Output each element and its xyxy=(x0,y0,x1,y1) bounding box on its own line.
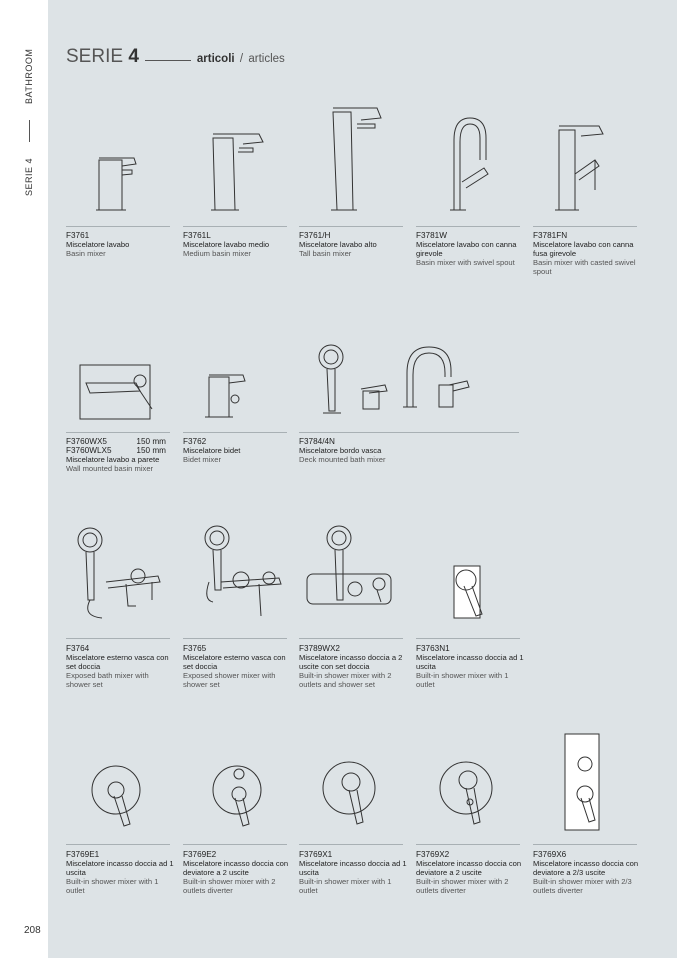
deck-bath-mixer-icon xyxy=(299,335,519,425)
product-name-en: Basin mixer with casted swivel spout xyxy=(533,258,636,276)
product-code: F3761/H xyxy=(299,231,331,240)
product-name-en: Built-in shower mixer with 1 outlet xyxy=(66,877,159,895)
basin-mixer-icon xyxy=(66,90,172,214)
product-size: 150 mm xyxy=(136,437,166,446)
product-name-en: Built-in shower mixer with 1 outlet xyxy=(299,877,392,895)
product-name-it: Miscelatore incasso doccia ad 1 uscita xyxy=(416,653,524,671)
product-size-alt: 150 mm xyxy=(136,446,166,455)
swivel-basin-mixer-icon xyxy=(416,90,522,214)
wall-basin-mixer-icon xyxy=(66,335,172,425)
product-code: F3769E1 xyxy=(66,850,100,859)
product-name-it: Miscelatore incasso doccia a 2 uscite con set doccia xyxy=(299,653,403,671)
exposed-bath-mixer-icon xyxy=(66,520,172,630)
builtin-mixer-1-outlet-icon xyxy=(416,520,522,630)
product-code: F3781FN xyxy=(533,231,568,240)
product-name-it: Miscelatore lavabo medio xyxy=(183,240,270,249)
product-name-it: Miscelatore lavabo con canna girevole xyxy=(416,240,517,258)
product-name-it: Miscelatore incasso doccia ad 1 uscita xyxy=(299,859,407,877)
product-name-en: Tall basin mixer xyxy=(299,249,352,258)
product-name-it: Miscelatore bidet xyxy=(183,446,241,455)
builtin-shower-set-icon xyxy=(299,520,405,630)
product-name-en: Built-in shower mixer with 1 outlet xyxy=(416,671,509,689)
round-plate-mixer-icon xyxy=(66,730,172,834)
product-code: F3762 xyxy=(183,437,207,446)
product-name-en: Basin mixer xyxy=(66,249,106,258)
product-name-en: Exposed shower mixer with shower set xyxy=(183,671,276,689)
tall-basin-mixer-icon xyxy=(299,90,405,214)
product-name-it: Miscelatore lavabo alto xyxy=(299,240,377,249)
serie-label: SERIE 4 xyxy=(24,157,34,196)
round-plate-mixer-x1-icon xyxy=(299,730,405,834)
title-number: 4 xyxy=(128,46,139,67)
product-name-en: Bidet mixer xyxy=(183,455,221,464)
product-code-alt: F3760WLX5 xyxy=(66,446,112,455)
product-name-en: Built-in shower mixer with 2 outlets and shower set xyxy=(299,671,392,689)
product-code: F3784/4N xyxy=(299,437,335,446)
product-code: F3761L xyxy=(183,231,211,240)
product-code: F3763N1 xyxy=(416,644,450,653)
page-number: 208 xyxy=(24,925,41,936)
product-code: F3789WX2 xyxy=(299,644,340,653)
title-serie: SERIE xyxy=(66,46,124,67)
section-label: BATHROOM xyxy=(24,48,34,104)
sidebar-divider xyxy=(29,120,30,142)
product-code: F3765 xyxy=(183,644,207,653)
product-name-en: Built-in shower mixer with 2/3 outlets diverter xyxy=(533,877,632,895)
title-italian: articoli xyxy=(196,53,235,65)
title-separator: / xyxy=(239,53,244,65)
product-name-en: Built-in shower mixer with 2 outlets diverter xyxy=(183,877,276,895)
product-name-it: Miscelatore incasso doccia con deviatore a 2 uscite xyxy=(416,859,522,877)
sidebar xyxy=(0,0,48,958)
exposed-shower-mixer-icon xyxy=(183,520,289,630)
product-name-en: Basin mixer with swivel spout xyxy=(416,258,515,267)
product-code: F3760WX5 xyxy=(66,437,107,446)
title-rule xyxy=(145,60,191,61)
product-name-en: Deck mounted bath mixer xyxy=(299,455,386,464)
product-name-it: Miscelatore lavabo con canna fusa girevole xyxy=(533,240,634,258)
product-name-it: Miscelatore incasso doccia con deviatore a 2/3 uscite xyxy=(533,859,639,877)
title-english: articles xyxy=(248,53,285,65)
product-name-it: Miscelatore lavabo a parete xyxy=(66,455,160,464)
casted-swivel-basin-mixer-icon xyxy=(533,90,639,214)
product-code: F3781W xyxy=(416,231,447,240)
product-code: F3769X6 xyxy=(533,850,567,859)
product-name-en: Exposed bath mixer with shower set xyxy=(66,671,149,689)
product-code: F3769E2 xyxy=(183,850,217,859)
product-name-it: Miscelatore incasso doccia ad 1 uscita xyxy=(66,859,174,877)
product-code: F3764 xyxy=(66,644,90,653)
product-name-en: Built-in shower mixer with 2 outlets diverter xyxy=(416,877,509,895)
product-name-en: Wall mounted basin mixer xyxy=(66,464,154,473)
product-name-en: Medium basin mixer xyxy=(183,249,251,258)
round-plate-diverter-x2-icon xyxy=(416,730,522,834)
round-plate-diverter-icon xyxy=(183,730,289,834)
product-code: F3769X2 xyxy=(416,850,450,859)
bidet-mixer-icon xyxy=(183,335,289,425)
page-title xyxy=(66,46,285,68)
medium-basin-mixer-icon xyxy=(183,90,289,214)
product-name-it: Miscelatore lavabo xyxy=(66,240,130,249)
rectangular-plate-diverter-icon xyxy=(533,730,639,834)
product-name-it: Miscelatore bordo vasca xyxy=(299,446,382,455)
product-name-it: Miscelatore esterno vasca con set doccia xyxy=(66,653,169,671)
product-name-it: Miscelatore esterno vasca con set doccia xyxy=(183,653,286,671)
product-code: F3761 xyxy=(66,231,90,240)
product-name-it: Miscelatore incasso doccia con deviatore a 2 uscite xyxy=(183,859,289,877)
product-code: F3769X1 xyxy=(299,850,333,859)
